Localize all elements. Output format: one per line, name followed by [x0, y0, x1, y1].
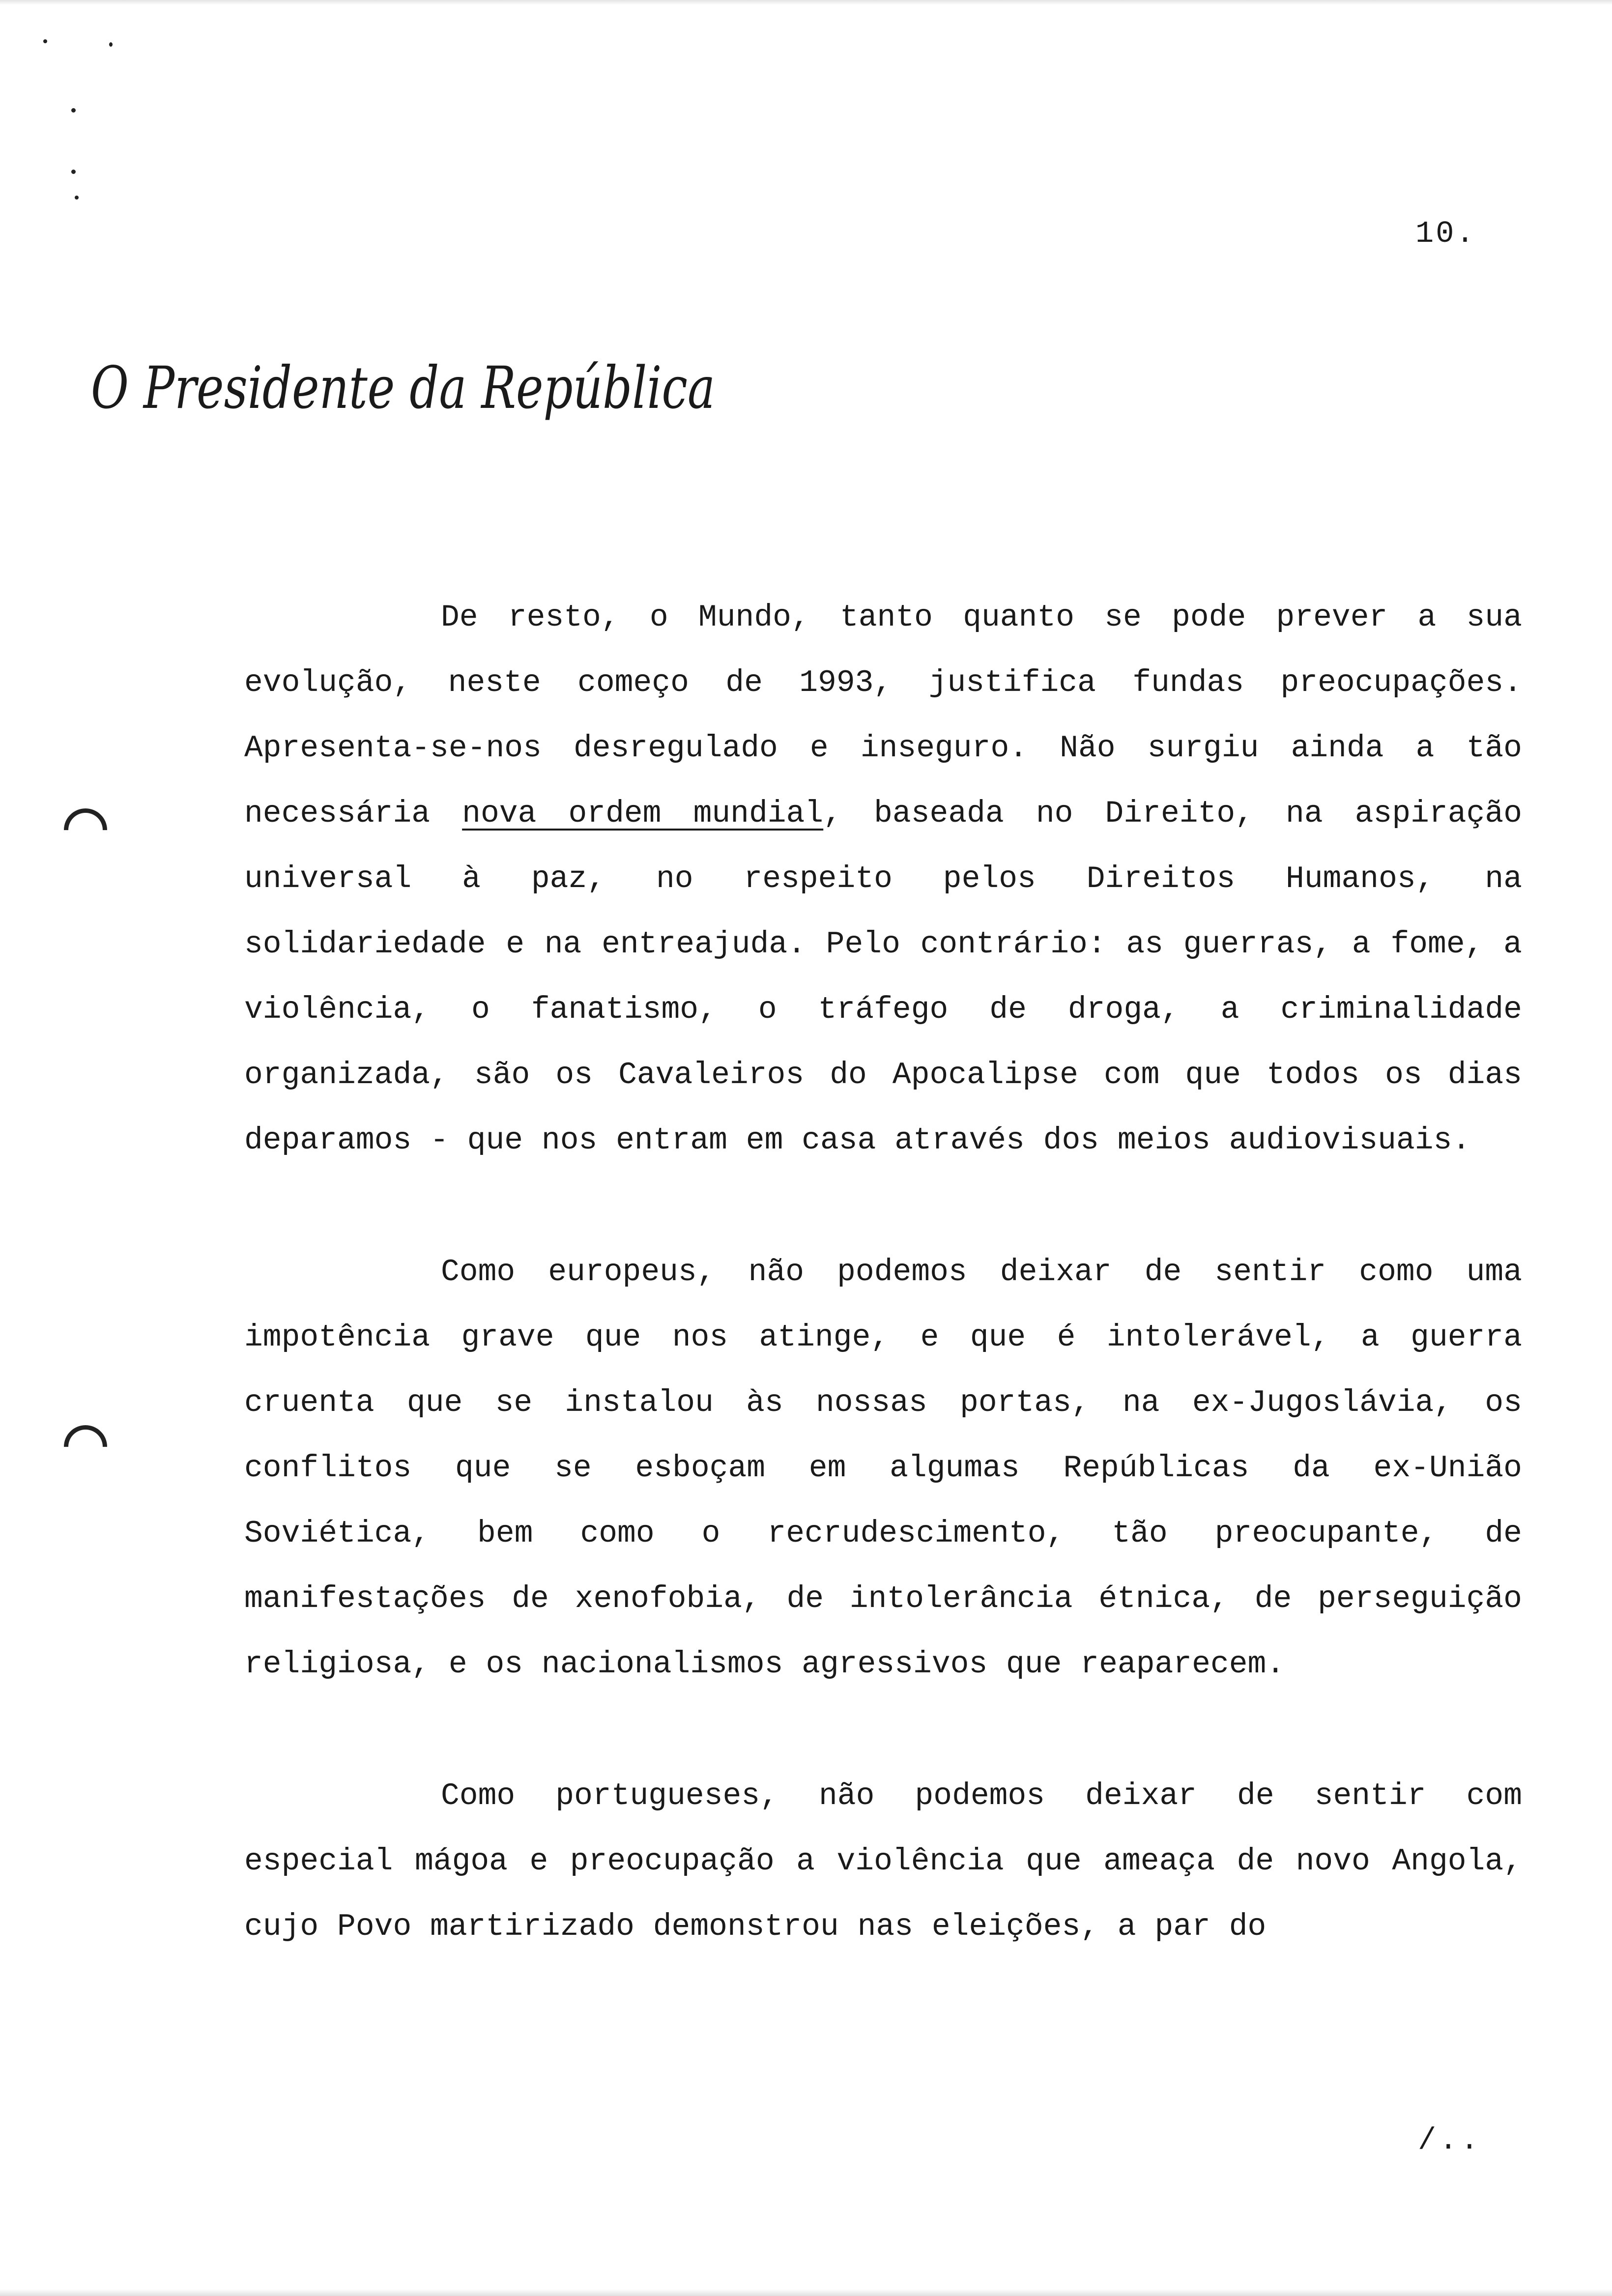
punch-hole [55, 1416, 116, 1477]
scan-top-edge [0, 0, 1612, 5]
letterhead-signature [86, 344, 725, 442]
paragraph: Como portugueses, não podemos deixar de sentir com especial mágoa e preocupação a violência que ameaça de novo Angola, cujo Povo martirizado demonstrou nas eleições, a par do [244, 1779, 1522, 1944]
paragraph-text: , baseada no Direito, na aspiração universal à paz, no respeito pelos Direitos Humanos, na solidariedade e na entreajuda. Pelo contrário: as guerras, a fome, a violência, o fanatismo, o tráfego de droga, a criminalidade organizada, são os Cavaleiros do Apocalipse com que todos os dias deparamos - que nos entram em casa através dos meios audiovisuais. [244, 796, 1522, 1158]
svg-text:O Presidente da República: O Presidente da República [91, 354, 715, 422]
paragraph [244, 585, 1522, 1173]
scan-speck [109, 42, 113, 47]
underlined-phrase: nova ordem mundial [462, 796, 824, 831]
scan-speck [71, 170, 76, 174]
scan-speck [75, 196, 79, 200]
scan-speck [71, 108, 76, 113]
page-number: 10. [1415, 216, 1476, 251]
scan-speck [43, 39, 47, 43]
paragraph: Como europeus, não podemos deixar de sentir como uma impotência grave que nos atinge, e que é intolerável, a guerra cruenta que se instalou às nossas portas, na ex-Jugoslávia, os conflitos que se esboçam em algumas Repúblicas da ex-União Soviética, bem como o recrudescimento, tão preocupante, de manifestações de xenofobia, de intolerância étnica, de perseguição religiosa, e os nacionalismos agressivos que reaparecem. [244, 1255, 1522, 1682]
paragraph-text: De resto, o Mundo, tanto quanto se pode prever a sua evolução, neste começo de 1993, justifica fundas preocupações. Apresenta-se-nos desregulado e inseguro. Não surgiu ainda a tão necessária [244, 600, 1522, 831]
punch-hole [55, 800, 116, 861]
scan-bottom-edge [0, 2289, 1612, 2296]
continuation-mark: /.. [1418, 2123, 1482, 2158]
body-text [244, 585, 1522, 2026]
